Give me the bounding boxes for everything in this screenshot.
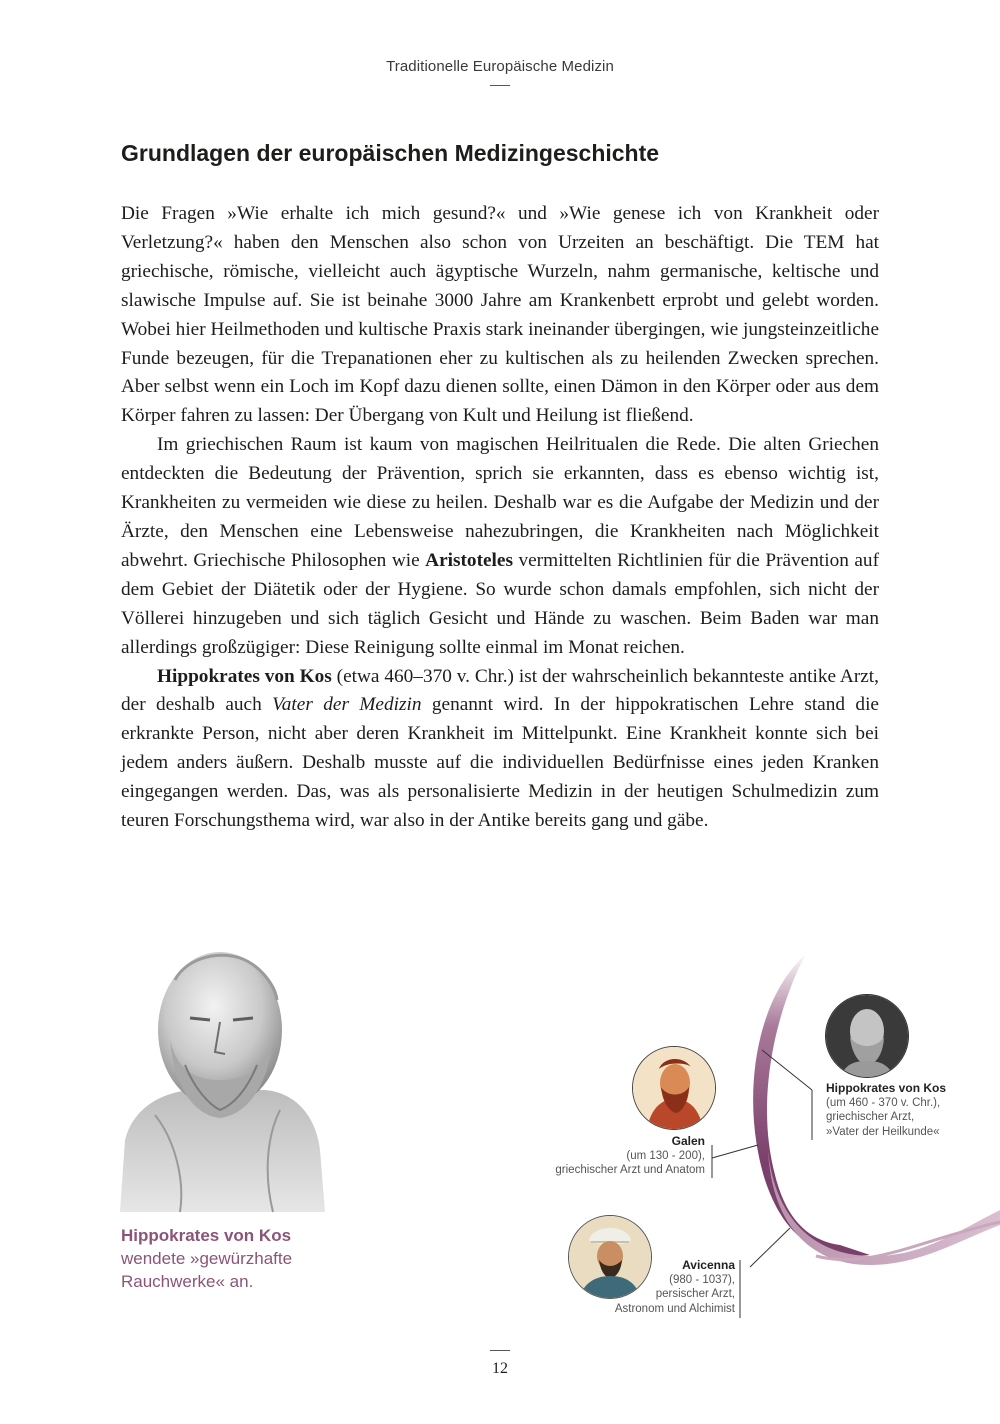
avicenna-role-2: Astronom und Alchimist [614, 1302, 735, 1315]
paragraph-1: Die Fragen »Wie erhalte ich mich gesund?« und »Wie genese ich von Krankheit oder Verletzung?« haben den Menschen also schon von Urzeiten an beschäftigt. Die TEM hat griechische, römische, vielleicht auch ägyptische Wurzeln, nahm germanische, keltische und slawische Impulse auf. Sie ist beinahe 3000 Jahre am Krankenbett erprobt und gelebt worden. Wobei hier Heilmethoden und kultische Praxis stark ineinander übergingen, wie jungsteinzeitliche Funde bezeugen, für die Trepanationen eher zu kultischen als zu heilenden Zwecken sprechen. Aber selbst wenn ein Loch im Kopf dazu dienen sollte, einen Dämon in den Körper oder aus dem Körper fahren zu lassen: Der Übergang von Kult und Heilung ist fließend. [121, 203, 879, 427]
paragraph-2-text-b: vermittelten Richtlinien für die Prävention auf dem Gebiet der Diätetik oder der Hygiene. So wurde schon damals empfohlen, sich nicht der Völlerei hinzugeben und sich täglich Gesicht und Hände zu waschen. Beim Baden war man allerdings großzügiger: Diese Reinigung sollte einmal im Monat reichen. [121, 549, 879, 658]
page-number: 12 [492, 1360, 508, 1377]
caption-title: Hippokrates von Kos [121, 1226, 292, 1245]
hippokrates-portrait [825, 994, 909, 1078]
header-rule [490, 85, 510, 86]
body-text [121, 200, 879, 836]
galen-role: griechischer Arzt und Anatom [555, 1164, 705, 1176]
avicenna-dates: (980 - 1037), [669, 1273, 735, 1286]
galen-connector [712, 1145, 758, 1158]
footer-rule [490, 1350, 510, 1351]
paragraph-3 [121, 663, 879, 836]
avicenna-role: persischer Arzt, [655, 1288, 735, 1300]
bust-caption [121, 1224, 361, 1293]
hippokrates-epithet: »Vater der Heilkunde« [826, 1125, 940, 1138]
hippokrates-name: Hippokrates von Kos [826, 1081, 947, 1095]
avicenna-connector [750, 1228, 790, 1267]
avicenna-name: Avicenna [682, 1258, 735, 1272]
running-head: Traditionelle Europäische Medizin [386, 58, 614, 75]
avicenna-label [560, 1258, 735, 1316]
caption-line-1: wendete »gewürzhafte [121, 1249, 293, 1268]
caption-line-2: Rauchwerke« an. [121, 1272, 254, 1291]
paragraph-3-text-b: genannt wird. In der hippokratischen Lehre stand die erkrankte Person, nicht aber deren Krankheit im Mittelpunkt. Eine Krankheit konnte sich bei jedem anders äußern. Deshalb musste auf die individuellen Bedürfnisse eines jeden Kranken eingegangen werden. Das, was als personalisierte Medizin in der heutigen Schulmedizin zum teuren Forschungsthema wird, war also in der Antike bereits gang und gäbe. [121, 694, 879, 832]
galen-portrait [632, 1046, 716, 1130]
hippokrates-bold: Hippokrates von Kos [157, 665, 332, 687]
aristoteles-bold: Aristoteles [425, 549, 513, 571]
hippokrates-label [826, 1081, 976, 1139]
hippokrates-dates: (um 460 - 370 v. Chr.), [826, 1096, 941, 1109]
galen-dates: (um 130 - 200), [626, 1149, 705, 1162]
paragraph-2-text-a: Im griechischen Raum ist kaum von magischen Heilritualen die Rede. Die alten Griechen entdeckten die Bedeutung der Prävention, sprich sie erkannten, dass es ebenso wichtig ist, Krankheiten zu vermeiden wie diese zu heilen. Deshalb war es die Aufgabe der Medizin und der Ärzte, den Menschen eine Lebensweise nahezubringen, die Krankheiten nach Möglichkeit abwehrt. Griechische Philosophen wie [121, 434, 879, 571]
galen-label [520, 1134, 705, 1178]
hippokrates-bust-image [115, 940, 330, 1215]
section-title: Grundlagen der europäischen Medizingeschichte [121, 140, 660, 166]
galen-name: Galen [671, 1134, 705, 1148]
hippokrates-role: griechischer Arzt, [826, 1111, 915, 1123]
paragraph-3-text-a: (etwa 460–370 v. Chr.) ist der wahrscheinlich bekannteste antike Arzt, der deshalb auch [121, 665, 879, 716]
paragraph-2 [121, 431, 879, 662]
vater-der-medizin-italic: Vater der Medizin [272, 694, 422, 716]
